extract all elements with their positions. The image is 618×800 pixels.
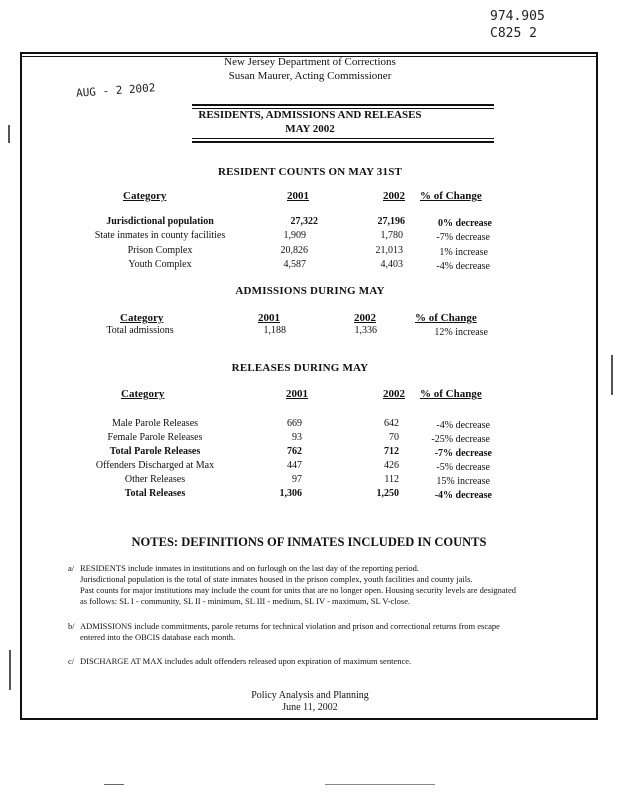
scan-mark-bottom: [104, 784, 124, 785]
releases-col-change: % of Change: [420, 388, 482, 400]
resident-row-change: 1% increase: [439, 247, 488, 258]
releases-col-2002: 2002: [383, 388, 405, 400]
releases-row-2002: 70: [389, 432, 399, 443]
releases-col-2001: 2001: [286, 388, 308, 400]
resident-row-2002: 21,013: [375, 245, 403, 256]
releases-row-change: -7% decrease: [434, 448, 492, 459]
footer-department: Policy Analysis and Planning: [251, 690, 369, 701]
resident-row-2002: 1,780: [380, 230, 403, 241]
releases-row-category: Female Parole Releases: [107, 432, 203, 443]
scan-mark-bottom: [325, 784, 435, 785]
resident-row-change: -4% decrease: [436, 261, 490, 272]
date-stamp: AUG - 2 2002: [75, 81, 156, 100]
note-a-line: RESIDENTS include inmates in institutions and on furlough on the last day of the reporting period.: [80, 563, 420, 573]
title-rule-bottom: [192, 138, 494, 139]
admissions-row-2001: 1,188: [263, 325, 286, 336]
scan-mark-left: [9, 650, 11, 690]
releases-section-heading: RELEASES DURING MAY: [231, 362, 369, 374]
resident-row-category: Jurisdictional population: [106, 216, 214, 227]
scan-mark-left: [8, 125, 10, 143]
frame-top-border: [20, 52, 598, 54]
handwritten-line-1: 974.905: [490, 9, 545, 24]
resident-row-category: Prison Complex: [127, 245, 193, 256]
releases-row-change: 15% increase: [436, 476, 490, 487]
releases-row-2001: 97: [292, 474, 302, 485]
resident-row-2001: 1,909: [283, 230, 306, 241]
resident-row-change: 0% decrease: [438, 218, 492, 229]
releases-row-2002: 642: [384, 418, 399, 429]
handwritten-call-number: [490, 8, 545, 42]
resident-row-2001: 20,826: [280, 245, 308, 256]
releases-row-2002: 112: [384, 474, 399, 485]
releases-row-category: Total Parole Releases: [109, 446, 201, 457]
department-name: New Jersey Department of Corrections: [224, 56, 396, 68]
commissioner-name: Susan Maurer, Acting Commissioner: [228, 70, 392, 82]
releases-row-change: -5% decrease: [436, 462, 490, 473]
resident-col-2002: 2002: [383, 190, 405, 202]
frame-right-border: [596, 52, 598, 720]
releases-row-change: -4% decrease: [436, 420, 490, 431]
resident-row-2001: 4,587: [283, 259, 306, 270]
notes-heading: NOTES: DEFINITIONS OF INMATES INCLUDED IN COUNTS: [131, 535, 487, 549]
resident-col-2001: 2001: [287, 190, 309, 202]
report-title: RESIDENTS, ADMISSIONS AND RELEASES: [198, 109, 422, 121]
note-a-line: Past counts for major institutions may include the count for units that are no longer open. Housing security levels are designated: [80, 585, 516, 595]
admissions-row-category: Total admissions: [106, 325, 174, 336]
footer-date: June 11, 2002: [282, 702, 338, 713]
title-rule-top: [192, 104, 494, 106]
releases-row-category: Total Releases: [124, 488, 186, 499]
admissions-col-category: Category: [120, 312, 164, 324]
releases-row-2001: 669: [287, 418, 302, 429]
note-b-marker: b/: [68, 621, 75, 631]
note-b-line: ADMISSIONS include commitments, parole returns for technical violation and prison and correctional returns from escape: [80, 621, 500, 631]
releases-row-2002: 1,250: [376, 488, 399, 499]
title-rule-bottom-thick: [192, 141, 494, 143]
releases-row-2001: 1,306: [279, 488, 302, 499]
note-c-line: DISCHARGE AT MAX includes adult offenders released upon expiration of maximum sentence.: [80, 656, 412, 666]
resident-row-category: State inmates in county facilities: [94, 230, 226, 241]
resident-row-2002: 4,403: [380, 259, 403, 270]
scan-mark-right: [611, 355, 613, 395]
admissions-col-change: % of Change: [415, 312, 477, 324]
handwritten-line-2: C825 2: [490, 26, 537, 41]
releases-row-change: -4% decrease: [434, 490, 492, 501]
releases-row-change: -25% decrease: [431, 434, 490, 445]
note-b-line: entered into the OBCIS database each month.: [80, 632, 236, 642]
admissions-col-2001: 2001: [258, 312, 280, 324]
report-period: MAY 2002: [285, 123, 335, 135]
note-a-marker: a/: [68, 563, 75, 573]
admissions-col-2002: 2002: [354, 312, 376, 324]
note-c-marker: c/: [68, 656, 75, 666]
frame-left-border: [20, 52, 22, 720]
resident-row-change: -7% decrease: [436, 232, 490, 243]
releases-row-category: Other Releases: [124, 474, 186, 485]
resident-row-2002: 27,196: [377, 216, 405, 227]
resident-section-heading: RESIDENT COUNTS ON MAY 31ST: [217, 166, 403, 178]
releases-row-2001: 447: [287, 460, 302, 471]
note-a-line: as follows: SL I - community, SL II - minimum, SL III - medium, SL IV - maximum, SL V-close.: [80, 596, 411, 606]
note-a-line: Jurisdictional population is the total of state inmates housed in the prison complex, youth facilities and county jails.: [80, 574, 473, 584]
releases-row-category: Offenders Discharged at Max: [95, 460, 215, 471]
releases-row-2002: 712: [384, 446, 399, 457]
releases-row-2001: 93: [292, 432, 302, 443]
releases-row-2002: 426: [384, 460, 399, 471]
releases-col-category: Category: [121, 388, 165, 400]
admissions-row-change: 12% increase: [434, 327, 488, 338]
resident-row-2001: 27,322: [290, 216, 318, 227]
admissions-row-2002: 1,336: [354, 325, 377, 336]
resident-col-category: Category: [123, 190, 167, 202]
resident-row-category: Youth Complex: [128, 259, 192, 270]
resident-col-change: % of Change: [420, 190, 482, 202]
admissions-section-heading: ADMISSIONS DURING MAY: [235, 285, 385, 297]
releases-row-2001: 762: [287, 446, 302, 457]
releases-row-category: Male Parole Releases: [111, 418, 199, 429]
frame-bottom-border: [20, 718, 598, 720]
